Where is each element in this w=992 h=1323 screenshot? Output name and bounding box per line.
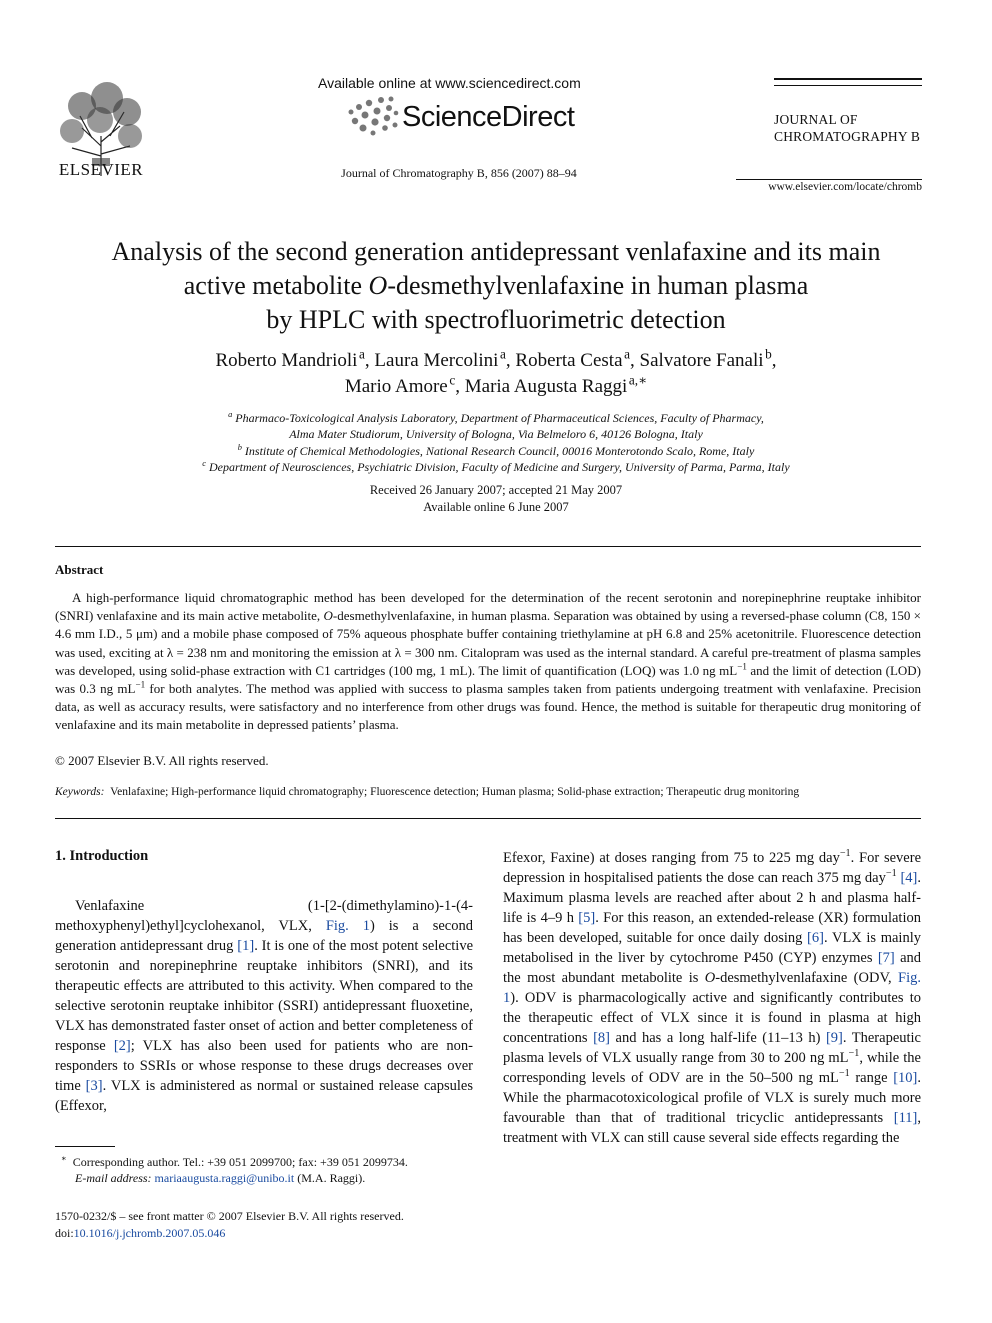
abstract-heading: Abstract	[55, 562, 104, 577]
author-name: Laura Mercolini	[374, 350, 499, 371]
reference-link[interactable]: [7]	[877, 950, 895, 966]
reference-link[interactable]: [1]	[237, 938, 255, 954]
journal-rule	[774, 85, 922, 86]
keywords	[55, 786, 921, 798]
affiliation-a-line2: Alma Mater Studiorum, University of Bologna, Via Belmeloro 6, 40126 Bologna, Italy	[289, 427, 703, 442]
reference-link[interactable]: [10]	[893, 1070, 918, 1086]
section-heading-introduction: 1. Introduction	[55, 848, 149, 864]
article-title	[40, 235, 952, 337]
corresponding-author-footnote: ∗ Corresponding author. Tel.: +39 051 2099700; fax: +39 051 2099734. E-mail address: mariaaugusta.raggi@unibo.it (M.A. Raggi).	[61, 1154, 408, 1185]
journal-rule	[774, 78, 922, 80]
keywords-list: Venlafaxine; High-performance liquid chromatography; Fluorescence detection; Human plasma; Solid-phase extraction; Therapeutic drug monitoring	[110, 786, 800, 798]
abstract-copyright: © 2007 Elsevier B.V. All rights reserved.	[55, 753, 269, 768]
reference-link[interactable]: [3]	[85, 1078, 103, 1094]
abstract-text: A high-performance liquid chromatographic method has been developed for the determination of the recent serotonin and norepinephrine reuptake inhibitor (SNRI) venlafaxine and its main active metabolite, O-desmethylvenlafaxine, in human plasma. Separation was obtained by using a reversed-phase column (C8, 150 × 4.6 mm I.D., 5 μm) and a mobile phase composed of 75% aqueous phosphate buffer containing triethylamine at pH 6.8 and 25% acetonitrile. Fluorescence detection was used, exciting at λ = 238 nm and monitoring the emission at λ = 300 nm. Citalopram was used as the internal standard. A careful pre-treatment of plasma samples was developed, using solid-phase extraction with C1 cartridges (100 mg, 1 mL). The limit of quantification (LOQ) was 1.0 ng $mL^{-1}$ and the limit of detection (LOD) was 0.3 ng $mL^{-1}$ for both analytes. The method was applied with success to plasma samples taken from patients undergoing treatment with venlafaxine. Precision data, as well as accuracy results, were satisfactory and no interference from other drugs was found. Hence, the method is suitable for therapeutic drug monitoring of venlafaxine and its main metabolite in depressed patients’ plasma.	[55, 590, 922, 733]
reference-link[interactable]: [11]	[893, 1110, 918, 1126]
journal-name-line2: CHROMATOGRAPHY B	[774, 129, 921, 144]
reference-link[interactable]: [8]	[593, 1030, 610, 1046]
issn-doi: 1570-0232/$ – see front matter © 2007 Elsevier B.V. All rights reserved. doi:10.1016/j.jchromb.2007.05.046	[55, 1208, 485, 1242]
journal-citation: Journal of Chromatography B, 856 (2007) 88–94	[341, 166, 577, 180]
divider	[55, 546, 921, 547]
title-line: active metabolite O-desmethylvenlafaxine in human plasma	[183, 271, 809, 300]
email-link[interactable]: mariaaugusta.raggi@unibo.it	[154, 1171, 295, 1185]
sciencedirect-wordmark: ScienceDirect	[402, 101, 575, 133]
title-line: by HPLC with spectrofluorimetric detection	[266, 305, 726, 334]
issn-line: 1570-0232/$ – see front matter © 2007 Elsevier B.V. All rights reserved.	[55, 1209, 404, 1223]
author-name: Salvatore Fanali	[639, 350, 764, 371]
author-name: Maria Augusta Raggi	[464, 376, 628, 397]
reference-link[interactable]: [6]	[807, 930, 824, 946]
footnote-rule	[55, 1146, 115, 1147]
title-line: Analysis of the second generation antidepressant venlafaxine and its main	[111, 237, 881, 266]
body-column-left	[55, 846, 473, 1116]
received-date: Received 26 January 2007; accepted 21 May 2007	[369, 483, 623, 497]
intro-paragraph-continued: Efexor, Faxine) at doses ranging from 75 to 225 mg day$^{-1}$. For severe depression in hospitalised patients the dose can reach 375 mg day$^{-1}$ [4]. Maximum plasma levels are reached after about 2 h and plasma half-life is 4–9 h [5]. For this reason, an extended-release (XR) formulation has been developed, suitable for once daily dosing [6]. VLX is mainly metabolised in the liver by cytochrome P450 (CYP) enzymes [7] and the most abundant metabolite is O-desmethylvenlafaxine (ODV, Fig. 1). ODV is pharmacologically active and significantly contributes to the therapeutic effect of VLX since it is found in plasma at high concentrations [8] and has a long half-life (11–13 h) [9]. Therapeutic plasma levels of VLX usually range from 30 to 200 ng $mL^{-1}$, while the corresponding levels of ODV are in the 50–500 ng $mL^{-1}$ range [10]. While the pharmacotoxicological profile of VLX is surely much more favourable than that of traditional tricyclic antidepressants [11], treatment with VLX can still cause several side effects regarding the	[503, 848, 922, 1146]
author-name: Mario Amore	[344, 376, 448, 397]
figure-link[interactable]: Fig. 1	[503, 970, 922, 1006]
journal-rule	[736, 179, 922, 180]
affiliation-a: $^a$ Pharmaco-Toxicological Analysis Laboratory, Department of Pharmaceutical Sciences, Faculty of Pharmacy,	[228, 410, 764, 425]
reference-link[interactable]: [5]	[578, 910, 596, 926]
affiliation-c: $^c$ Department of Neurosciences, Psychiatric Division, Faculty of Medicine and Surgery, University of Parma, Parma, Italy	[202, 458, 790, 474]
available-date: Available online 6 June 2007	[423, 500, 569, 514]
journal-url[interactable]: www.elsevier.com/locate/chromb	[768, 181, 922, 193]
available-online-banner[interactable]: Available online at www.sciencedirect.com	[318, 75, 581, 91]
reference-link[interactable]: [2]	[113, 1038, 131, 1054]
affiliation-b: $^b$ Institute of Chemical Methodologies, National Research Council, 00016 Monterotondo Scalo, Rome, Italy	[237, 442, 755, 458]
author-name: Roberta Cesta	[515, 350, 623, 371]
figure-link[interactable]: Fig. 1	[325, 918, 370, 934]
affiliations	[40, 410, 952, 475]
article-dates	[40, 482, 952, 516]
reference-link[interactable]: [4]	[900, 870, 918, 886]
publisher-logo-text: ELSEVIER	[58, 160, 144, 179]
reference-link[interactable]: [9]	[825, 1030, 843, 1046]
journal-name	[774, 111, 920, 145]
divider	[55, 818, 921, 819]
journal-name-line1: JOURNAL OF	[774, 112, 858, 127]
author-list: Roberto Mandrioli $^a$, Laura Mercolini $^a$, Roberta Cesta $^a$, Salvatore Fanali $^b$, Mario Amore $^c$, Maria Augusta Raggi $^{a,∗}$	[215, 346, 777, 397]
keywords-label: Keywords:	[55, 786, 105, 798]
doi-link[interactable]: 10.1016/j.jchromb.2007.05.046	[73, 1226, 226, 1240]
intro-paragraph: Venlafaxine (1-[2-(dimethylamino)-1-(4-methoxyphenyl)ethyl]cyclohexanol, VLX, Fig. 1) is a second generation antidepressant drug [1]. It is one of the most potent selective serotonin and norepinephrine reuptake inhibitors (SNRI), and its therapeutic effects are attributed to this activity. When compared to the selective serotonin reuptake inhibitor (SSRI) antidepressant fluoxetine, VLX has demonstrated faster onset of action and better completeness of response [2]; VLX has also been used for patients who are non-responders to SSRIs or whose response to these drugs decreases over time [3]. VLX is administered as normal or sustained release capsules (Effexor,	[55, 898, 474, 1114]
body-column-right	[503, 848, 921, 1148]
author-name: Roberto Mandrioli	[215, 350, 358, 371]
